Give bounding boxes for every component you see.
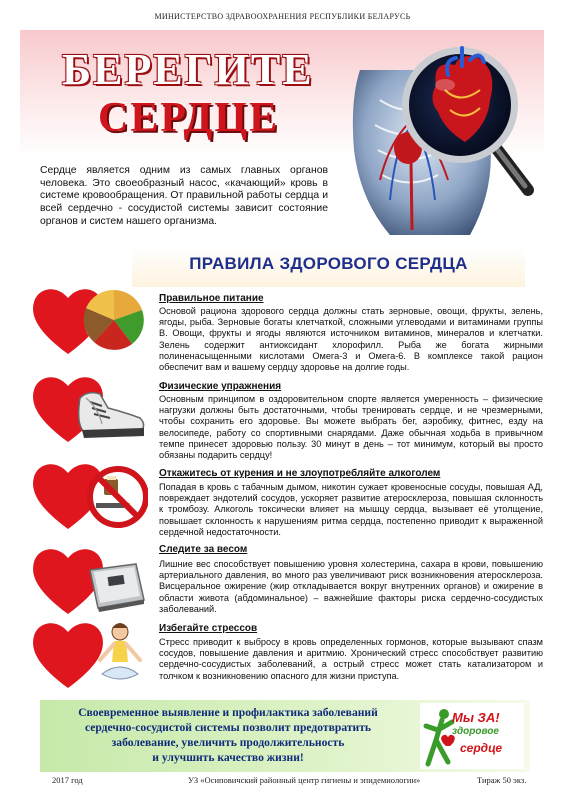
section-text-exercise: Основным принципом в оздоровительном спорте является умеренность – физические нагрузки должны быть достаточными, чтобы тренировать сердце, и не чрезмерными, чтобы сохранить его здоровье. Вы можете выбрать бег, аэробику, фитнес, езду на велосипеде, работу со спортивными снарядами. Даже обычная ходьба в привычном темпе принесет здоровью пользу. 30 минут в день – тот минимум, который вы просто обязаны подарить сердцу! <box>159 394 543 461</box>
section-title-nutrition: Правильное питание <box>159 293 264 304</box>
footer-line1: Своевременное выявление и профилактика заболеваний <box>78 706 378 719</box>
print-run: Тираж 50 экз. <box>477 775 527 785</box>
section-text-stress: Стресс приводит к выбросу в кровь определенных гормонов, которые вызывают спазм сосудов, повышение давления и аритмию. Хронический стресс способствует развитию сердечно-сосудистых заболеваний, а острый стресс может стать катализатором и толчком к возникновению опасного для жизни приступа. <box>159 637 543 681</box>
section-smoking-illustration <box>28 455 148 535</box>
intro-paragraph: Сердце является одним из самых главных органов человека. Это своеобразный насос, «качающий» кровь в системе кровообращения. От правильной работы сердца и всей сердечно - сосудистой системы зависит состояние органов и систем нашего организма. <box>40 165 328 227</box>
title-line1: БЕРЕГИТЕ <box>62 45 314 94</box>
anatomy-heart-illustration <box>320 30 545 240</box>
section-text-nutrition: Основой рациона здорового сердца должны стать зерновые, овощи, фрукты, зелень, ягоды, рыба. Зерновые богаты клетчаткой, сложными углеводами и витаминами группы В. Овощи, фрукты и ягоды являются источником витаминов, минералов и клетчатки. Зелень содержит антиоксидант хлорофилл. Рыба же богата жирными полиненасыщенными кислотами Омега-3 и Омега-6. В комплексе такой рацион обеспечит вам и вашему сердцу здоровье на долгие годы. <box>159 306 543 373</box>
section-title-smoking: Откажитесь от курения и не злоупотребляйте алкоголем <box>159 468 441 479</box>
section-weight-illustration <box>28 540 148 620</box>
publisher-org: УЗ «Осиповичский районный центр гигиены и эпидемиологии» <box>188 775 421 785</box>
section-nutrition-illustration <box>28 280 148 360</box>
logo-text-line3: сердце <box>460 741 503 755</box>
section-exercise-illustration <box>28 368 148 448</box>
footer-message <box>48 705 408 765</box>
no-smoking-icon <box>90 469 146 525</box>
logo-text-line2: здоровое <box>452 726 499 737</box>
scale-icon <box>90 564 144 612</box>
publication-year: 2017 год <box>52 775 83 785</box>
section-text-smoking: Попадая в кровь с табачным дымом, никотин сужает кровеносные сосуды, повышая АД, повреждает эндотелий сосудов, ускоряет развитие атеросклероза, повышая склонность к тромбозу. Алкоголь токсически влияет на мышцу сердца, вызывает её утолщение, повышает склонность к нарушениям ритма сердца, постепенно приводит к выраженной сердечной недостаточности. <box>159 482 543 537</box>
logo-text-line1: Мы ЗА! <box>452 710 500 725</box>
footer-line4: и улучшить качество жизни! <box>152 751 304 765</box>
yoga-icon <box>100 623 140 679</box>
section-title-weight: Следите за весом <box>159 544 248 555</box>
section-stress-illustration <box>28 614 148 694</box>
heart-icon <box>33 623 103 688</box>
section-text-weight: Лишние вес способствует повышению уровня холестерина, сахара в крови, повышению артериального давления, во много раз увеличивают риск возникновения атеросклероза. Висцеральное ожирение (жир откладывается вокруг внутренних органов) и ожирение в области живота (абдоминальное) – важнейшие факторы риска сердечно-сосудистых заболеваний. <box>159 559 543 614</box>
section-title-exercise: Физические упражнения <box>159 381 282 392</box>
rules-title: ПРАВИЛА ЗДОРОВОГО СЕРДЦА <box>189 254 468 273</box>
ministry-header: МИНИСТЕРСТВО ЗДРАВООХРАНЕНИЯ РЕСПУБЛИКИ БЕЛАРУСЬ <box>154 12 411 21</box>
footer-line3: заболевание, увеличить продолжительность <box>111 736 345 750</box>
title-line2: СЕРДЦЕ <box>98 95 280 141</box>
food-plate-icon <box>84 290 144 350</box>
section-title-stress: Избегайте стрессов <box>159 623 258 634</box>
footer-line2: сердечно-сосудистой системы позволит предотвратить <box>84 721 372 735</box>
sneaker-icon <box>79 393 144 438</box>
